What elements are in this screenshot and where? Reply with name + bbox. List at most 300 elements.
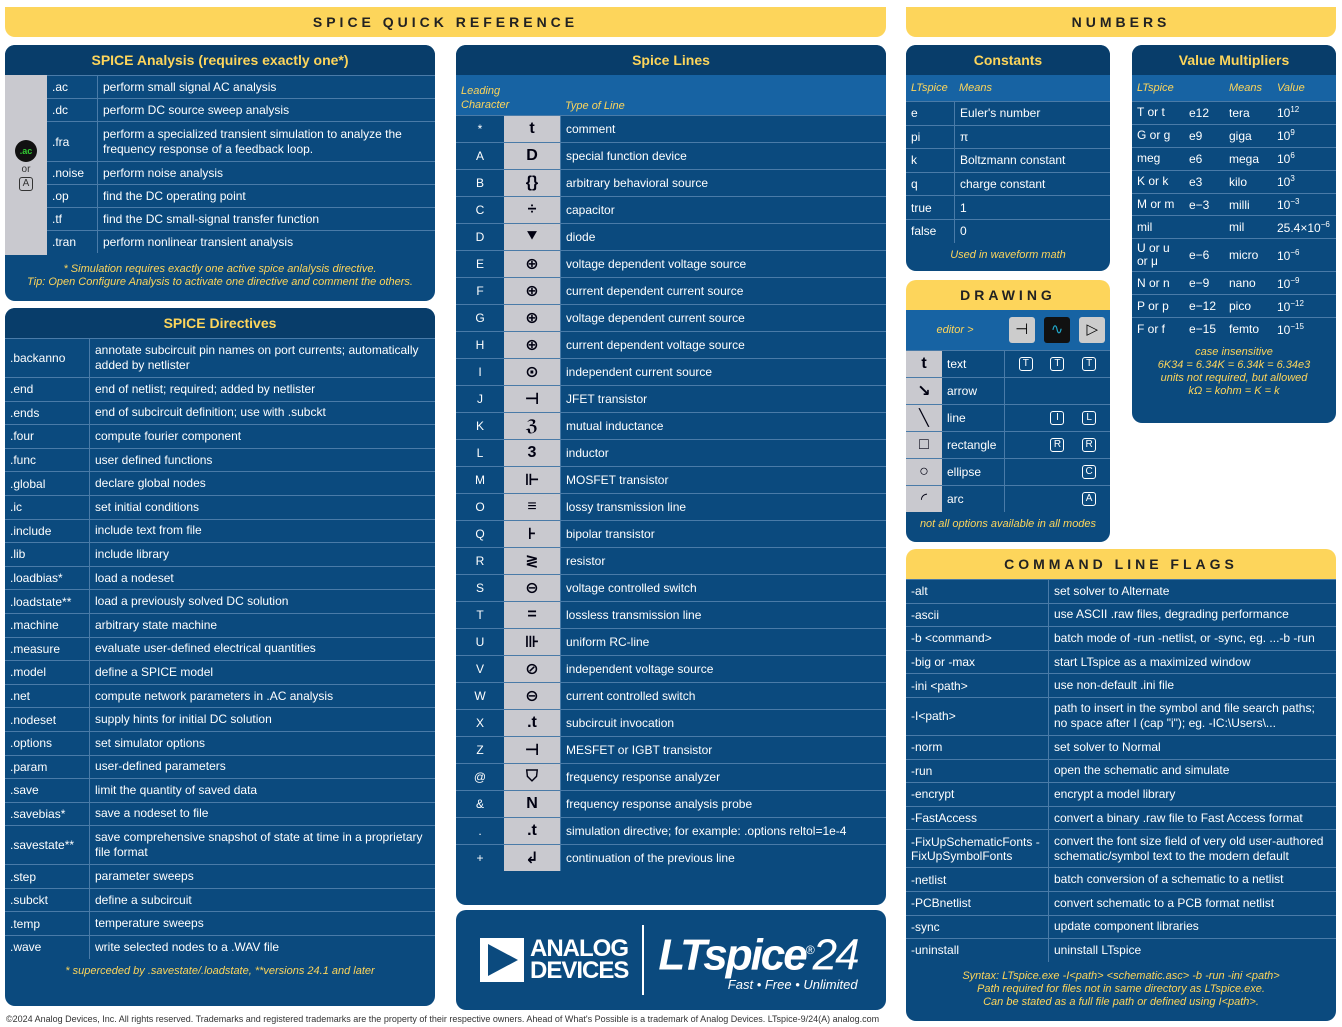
cli-flag-description: path to insert in the symbol and file search paths; no space after I (cap "i"); eg. -IC:\Users\... [1048, 698, 1336, 735]
shortcut-key: R [1082, 438, 1096, 452]
multiplier-base: 10 [1277, 175, 1291, 190]
cli-flag: -FastAccess [911, 811, 978, 826]
multiplier-prefix: giga [1229, 128, 1252, 143]
component-symbol-icon [504, 575, 560, 601]
drawing-note: not all options available in all modes [919, 518, 1097, 530]
logo-panel [456, 910, 886, 1010]
symbol-glyph: 3 [527, 444, 537, 461]
multipliers-note-4: kΩ = kohm = K = k [1188, 385, 1280, 398]
line-type: capacitor [560, 197, 886, 223]
symbol-glyph: ↲ [525, 850, 539, 867]
component-symbol-icon [504, 791, 560, 817]
component-symbol-icon [504, 332, 560, 358]
constant-meaning: π [954, 126, 1110, 149]
multiplier-row [1132, 215, 1336, 238]
line-type: current controlled switch [560, 683, 886, 709]
drawing-tool-name: arrow [947, 384, 978, 398]
multiplier-symbol: K or k [1137, 174, 1169, 189]
symbol-glyph: .t [527, 714, 537, 731]
directive-description: user defined functions [89, 449, 435, 472]
symbol-glyph: ÷ [527, 201, 537, 218]
directive-description: set initial conditions [89, 496, 435, 519]
or-label: or [21, 163, 31, 175]
multiplier-value [1272, 299, 1336, 314]
component-symbol-icon [504, 494, 560, 520]
directive-row [5, 755, 435, 779]
symbol-glyph: ⊖ [525, 688, 539, 705]
multiplier-prefix: nano [1229, 276, 1256, 291]
spice-line-row [456, 736, 886, 763]
drawing-banner: DRAWING [906, 280, 1110, 310]
drawing-tool-name: ellipse [947, 465, 982, 479]
component-symbol-icon [504, 251, 560, 277]
directive-name: .loadstate** [10, 594, 72, 609]
spice-line-row [456, 466, 886, 493]
directive-row [5, 707, 435, 731]
directive-row [5, 888, 435, 912]
constants-title: Constants [906, 45, 1110, 75]
leading-character-header: Leading Character [461, 85, 510, 111]
directives-note: * superceded by .savestate/.loadstate, **versions 24.1 and later [65, 964, 375, 977]
multiplier-value [1272, 128, 1336, 143]
drawing-glyph: ◜ [920, 491, 928, 508]
directive-name: .savestate** [10, 838, 75, 853]
directive-description: define a SPICE model [89, 661, 435, 684]
drawing-tool-name: arc [947, 492, 964, 506]
directive-description: load a nodeset [89, 567, 435, 590]
constant-name: k [911, 153, 917, 168]
multiplier-row [1132, 147, 1336, 170]
cli-flag: -I<path> [911, 709, 956, 724]
analysis-row [47, 121, 435, 161]
multipliers-note-1: case insensitive [1195, 346, 1273, 359]
line-type: continuation of the previous line [560, 845, 886, 871]
analysis-row [47, 184, 435, 207]
cli-flag-description: batch mode of -run -netlist, or -sync, eg. ...-b -run [1048, 627, 1336, 650]
cli-flag-row [906, 650, 1336, 674]
cli-note-1: Syntax: LTspice.exe -I<path> <schematic.asc> -b -run -ini <path> [962, 969, 1280, 982]
drawing-tool-icon [906, 486, 942, 512]
constant-meaning: charge constant [954, 173, 1110, 196]
directive-description: write selected nodes to a .WAV file [89, 936, 435, 959]
analysis-note-1: * Simulation requires exactly one active spice anlalysis directive. [63, 263, 377, 275]
leading-character: J [477, 392, 483, 406]
leading-character: U [475, 635, 485, 649]
component-symbol-icon [504, 818, 560, 844]
constant-meaning: 0 [954, 220, 1110, 243]
component-symbol-icon [504, 170, 560, 196]
multiplier-exponent: e9 [1189, 128, 1203, 143]
multiplier-exponent: e3 [1189, 174, 1203, 189]
cli-flag-row [906, 579, 1336, 603]
cli-flag: -ascii [911, 607, 940, 622]
spice-analysis-title: SPICE Analysis (requires exactly one*) [5, 45, 435, 75]
multipliers-header [1132, 75, 1336, 101]
cli-flag: -netlist [911, 872, 947, 887]
leading-character: + [476, 851, 484, 865]
component-symbol-icon [504, 737, 560, 763]
multiplier-base: 25.4×10 [1277, 220, 1321, 235]
analysis-directive: .tf [52, 212, 63, 226]
symbol-glyph: ⊕ [525, 283, 539, 300]
symbol-glyph: ≷ [525, 553, 539, 570]
multiplier-value [1272, 322, 1336, 337]
directive-description: set simulator options [89, 732, 435, 755]
line-type: current dependent current source [560, 278, 886, 304]
directive-name: .save [10, 783, 39, 798]
symbol-glyph: ⊕ [525, 310, 539, 327]
drawing-glyph: ○ [919, 463, 929, 480]
multipliers-table [1132, 101, 1336, 340]
constant-meaning: Euler's number [954, 102, 1110, 125]
line-type: diode [560, 224, 886, 250]
multiplier-symbol: meg [1137, 151, 1161, 166]
component-symbol-icon [504, 548, 560, 574]
shortcut-key: A [1082, 492, 1096, 506]
cli-flag-description: convert schematic to a PCB format netlist [1048, 892, 1336, 915]
multiplier-power: −9 [1290, 275, 1300, 285]
spice-line-row [456, 817, 886, 844]
drawing-editor-row [906, 310, 1110, 350]
spice-lines-table [456, 115, 886, 871]
directive-description: load a previously solved DC solution [89, 590, 435, 613]
cli-note-2: Path required for files not in same directory as LTspice.exe. [977, 982, 1265, 995]
analysis-table [47, 75, 435, 255]
spice-lines-title: Spice Lines [456, 45, 886, 75]
analysis-description: perform DC source sweep analysis [97, 99, 435, 121]
shortcut-key: L [1082, 411, 1096, 425]
directive-name: .lib [10, 547, 26, 562]
directive-row [5, 731, 435, 755]
cli-flag-row [906, 603, 1336, 627]
directive-row [5, 825, 435, 864]
multiplier-symbol: U or u or μ [1137, 241, 1170, 269]
directives-table [5, 338, 435, 959]
analysis-directive: .fra [52, 134, 70, 149]
spice-lines-header [456, 75, 886, 115]
leading-character: L [476, 446, 484, 460]
drawing-tool-name: rectangle [947, 438, 997, 452]
multiplier-row [1132, 238, 1336, 271]
leading-character: V [475, 662, 484, 676]
constant-meaning: Boltzmann constant [954, 149, 1110, 172]
cli-flag-description: open the schematic and simulate [1048, 760, 1336, 783]
leading-character: O [475, 500, 485, 514]
ltspice-wordmark: LTspice [658, 930, 806, 980]
constants-means-header: Means [959, 82, 993, 94]
multiplier-prefix: micro [1229, 248, 1259, 263]
component-symbol-icon [504, 197, 560, 223]
multipliers-means-header: Means [1229, 82, 1263, 94]
symbol-glyph: {} [525, 174, 539, 191]
cli-flag-row [906, 829, 1336, 867]
leading-character: W [474, 689, 486, 703]
spice-line-row [456, 844, 886, 871]
line-type: resistor [560, 548, 886, 574]
cli-flag: -uninstall [911, 943, 960, 958]
leading-character: @ [473, 770, 487, 784]
directive-row [5, 684, 435, 708]
analysis-directive: .tran [52, 235, 77, 249]
leading-character: A [475, 149, 484, 163]
line-type: current dependent voltage source [560, 332, 886, 358]
multiplier-symbol: N or n [1137, 275, 1170, 290]
analog-devices-logo [480, 935, 629, 984]
multiplier-prefix: milli [1229, 197, 1250, 212]
component-symbol-icon [504, 440, 560, 466]
multiplier-base: 10 [1277, 299, 1291, 314]
cli-flag-row [906, 759, 1336, 783]
directive-name: .measure [10, 641, 61, 656]
symbol-glyph: N [526, 795, 538, 812]
cli-note-3: Can be stated as a full file path or defined using I<path>. [983, 995, 1259, 1008]
analysis-description: find the DC small-signal transfer function [97, 208, 435, 230]
multiplier-row [1132, 294, 1336, 317]
constants-ltspice-header: LTspice [911, 82, 948, 94]
cli-flag-row [906, 626, 1336, 650]
multiplier-prefix: kilo [1229, 174, 1248, 189]
directive-description: save comprehensive snapshot of state at time in a proprietary file format [89, 826, 435, 864]
waveform-editor-icon: ∿ [1044, 317, 1070, 343]
leading-character: X [475, 716, 484, 730]
multiplier-base: 10 [1277, 152, 1291, 167]
shortcut-key: T [1082, 357, 1096, 371]
directive-description: supply hints for initial DC solution [89, 708, 435, 731]
type-of-line-header: Type of Line [565, 100, 625, 112]
directive-row [5, 495, 435, 519]
line-type: voltage controlled switch [560, 575, 886, 601]
multiplier-exponent: e6 [1189, 151, 1203, 166]
cli-flag-row [906, 806, 1336, 830]
analysis-directive: .dc [52, 103, 69, 117]
component-symbol-icon [504, 116, 560, 142]
directive-description: user-defined parameters [89, 756, 435, 779]
multiplier-row [1132, 124, 1336, 147]
leading-character: B [475, 176, 484, 190]
reg-mark: ® [805, 942, 813, 957]
multiplier-prefix: femto [1229, 322, 1260, 337]
spice-line-row [456, 277, 886, 304]
drawing-glyph: ╲ [919, 410, 929, 427]
analysis-note-2: Tip: Open Configure Analysis to activate one directive and comment the others. [27, 276, 413, 288]
multiplier-power: −12 [1290, 298, 1304, 308]
drawing-shortcuts [1004, 351, 1110, 377]
spice-directives-title: SPICE Directives [5, 308, 435, 338]
line-type: JFET transistor [560, 386, 886, 412]
drawing-shortcuts [1004, 486, 1110, 512]
cli-flag-description: batch conversion of a schematic to a netlist [1048, 868, 1336, 891]
multiplier-row [1132, 193, 1336, 216]
symbol-glyph: ⊕ [525, 337, 539, 354]
multiplier-base: 10 [1277, 129, 1291, 144]
spice-directives-panel [5, 308, 435, 1006]
directive-name: .backanno [10, 351, 66, 365]
leading-character: & [475, 797, 484, 811]
component-symbol-icon [504, 764, 560, 790]
cli-flag-row [906, 782, 1336, 806]
cli-flag-description: use ASCII .raw files, degrading performance [1048, 604, 1336, 627]
line-type: comment [560, 116, 886, 142]
analysis-row [47, 230, 435, 253]
directive-name: .four [10, 429, 35, 444]
line-type: lossy transmission line [560, 494, 886, 520]
cli-flag: -big or -max [911, 655, 976, 670]
analysis-description: perform a specialized transient simulation to analyze the frequency response of a feedback loop. [97, 122, 435, 161]
multiplier-power: 9 [1290, 128, 1295, 138]
spice-line-row [456, 682, 886, 709]
leading-character: . [478, 824, 482, 838]
symbol-glyph: ⊙ [525, 364, 539, 381]
leading-character: Q [475, 527, 485, 541]
multiplier-exponent: e12 [1189, 105, 1210, 120]
line-type: bipolar transistor [560, 521, 886, 547]
analysis-row [47, 75, 435, 98]
constant-name: e [911, 106, 918, 121]
leading-character: D [475, 230, 485, 244]
spice-lines-panel [456, 45, 886, 905]
cli-flag-row [906, 867, 1336, 891]
spice-line-row [456, 169, 886, 196]
constants-header [906, 75, 1110, 101]
directive-row [5, 589, 435, 613]
leading-character: * [477, 122, 483, 136]
drawing-tool-icon [906, 405, 942, 431]
spice-line-row [456, 601, 886, 628]
directive-description: include library [89, 543, 435, 566]
multiplier-exponent: e−3 [1189, 197, 1210, 212]
directive-row [5, 911, 435, 935]
component-symbol-icon [504, 305, 560, 331]
line-type: independent voltage source [560, 656, 886, 682]
analysis-row [47, 98, 435, 121]
directive-description: declare global nodes [89, 472, 435, 495]
spice-line-row [456, 655, 886, 682]
cli-flag-description: convert a binary .raw file to Fast Access format [1048, 807, 1336, 830]
symbol-glyph: D [526, 147, 538, 164]
spice-line-row [456, 547, 886, 574]
value-multipliers-title: Value Multipliers [1132, 45, 1336, 75]
analysis-directive: .op [52, 189, 69, 203]
line-type: inductor [560, 440, 886, 466]
leading-character: G [475, 311, 485, 325]
cli-panel [906, 579, 1336, 1021]
cli-table [906, 579, 1336, 962]
schematic-editor-icon: ⊣ [1009, 317, 1035, 343]
multiplier-symbol: G or g [1137, 128, 1171, 143]
directive-row [5, 802, 435, 826]
spice-line-row [456, 331, 886, 358]
component-symbol-icon [504, 629, 560, 655]
leading-character: M [475, 473, 485, 487]
spice-line-row [456, 709, 886, 736]
directive-row [5, 935, 435, 959]
drawing-tool-icon [906, 432, 942, 458]
leading-character: C [475, 203, 485, 217]
multiplier-prefix: mil [1229, 220, 1245, 235]
symbol-glyph: ⛉ [525, 768, 538, 785]
spice-line-row [456, 115, 886, 142]
cli-flag: -PCBnetlist [911, 896, 972, 911]
cli-flag: -encrypt [911, 787, 955, 802]
drawing-tool-name: line [947, 411, 966, 425]
directive-name: .temp [10, 916, 41, 931]
line-type: simulation directive; for example: .options reltol=1e-4 [560, 818, 886, 844]
shortcut-key: I [1050, 411, 1064, 425]
multiplier-base: 10 [1277, 248, 1291, 263]
analysis-directive: .noise [52, 166, 85, 180]
cli-flag: -run [911, 763, 933, 778]
multiplier-value [1272, 174, 1336, 189]
drawing-row [906, 404, 1110, 431]
line-type: voltage dependent voltage source [560, 251, 886, 277]
multiplier-power: −6 [1320, 219, 1330, 229]
cli-flag: -ini <path> [911, 678, 968, 693]
multiplier-power: −3 [1290, 197, 1300, 206]
cli-flag-row [906, 938, 1336, 962]
directive-name: .step [10, 869, 37, 884]
symbol-glyph: .t [527, 822, 537, 839]
component-symbol-icon [504, 683, 560, 709]
symbol-glyph: ≡ [527, 498, 537, 515]
multiplier-exponent: e−6 [1189, 248, 1210, 263]
component-symbol-icon [504, 710, 560, 736]
value-multipliers-panel [1132, 45, 1336, 423]
spice-line-row [456, 628, 886, 655]
symbol-glyph: ⊣ [524, 742, 540, 759]
constant-row [906, 219, 1110, 243]
a-key-icon: A [19, 177, 33, 191]
constant-name: q [911, 177, 918, 192]
symbol-glyph: = [527, 606, 537, 623]
multiplier-power: 12 [1290, 105, 1300, 115]
constant-meaning: 1 [954, 196, 1110, 219]
symbol-glyph: ⊕ [525, 256, 539, 273]
multiplier-value [1272, 276, 1336, 291]
multiplier-row [1132, 101, 1336, 124]
directive-name: .func [10, 453, 37, 468]
constant-name: false [911, 224, 937, 239]
constants-panel [906, 45, 1110, 271]
cli-flag-row [906, 697, 1336, 735]
cli-flag-row [906, 915, 1336, 939]
component-symbol-icon [504, 602, 560, 628]
component-symbol-icon [504, 359, 560, 385]
directive-name: .end [10, 382, 34, 397]
logo-devices-text: DEVICES [530, 957, 629, 984]
directive-name: .options [10, 736, 53, 751]
symbol-glyph: ℨ [525, 418, 539, 435]
drawing-shortcuts [1004, 378, 1110, 404]
line-type: frequency response analyzer [560, 764, 886, 790]
directive-description: compute fourier component [89, 425, 435, 448]
directive-description: compute network parameters in .AC analysis [89, 685, 435, 708]
spice-line-row [456, 493, 886, 520]
multiplier-exponent: e−9 [1189, 276, 1210, 291]
directive-row [5, 338, 435, 377]
component-symbol-icon [504, 656, 560, 682]
drawing-tool-icon [906, 351, 942, 377]
cli-flag-description: set solver to Alternate [1048, 580, 1336, 603]
line-type: special function device [560, 143, 886, 169]
leading-character: T [476, 608, 484, 622]
spice-line-row [456, 520, 886, 547]
multiplier-symbol: T or t [1137, 105, 1165, 120]
directive-name: .ic [10, 500, 22, 515]
symbol-glyph: ⊩ [524, 472, 540, 489]
component-symbol-icon [504, 386, 560, 412]
directive-name: .savebias* [10, 806, 66, 821]
constants-table [906, 101, 1110, 243]
